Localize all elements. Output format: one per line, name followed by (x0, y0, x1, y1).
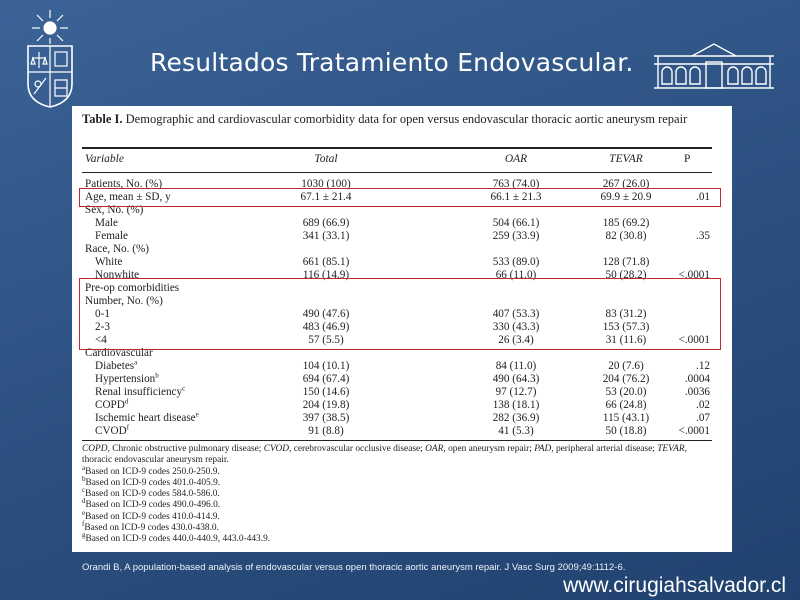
table-image-panel (72, 106, 732, 552)
row-label: <4 (95, 334, 107, 346)
oar-cell: 66.1 ± 21.3 (490, 191, 542, 203)
table-caption-text: Demographic and cardiovascular comorbidity data for open versus endovascular thoracic aortic aneurysm repair (125, 112, 688, 126)
tevar-cell: 20 (7.6) (608, 360, 644, 372)
abbr-term: OAR (425, 444, 444, 454)
row-label-text: Hypertension (95, 373, 156, 385)
table-row (72, 412, 732, 425)
row-label: Sex, No. (%) (85, 204, 144, 216)
oar-cell: 490 (64.3) (492, 373, 540, 385)
table-row (72, 360, 732, 373)
table-row (72, 386, 732, 399)
p-cell: .07 (696, 412, 710, 424)
table-row (72, 230, 732, 243)
total-cell: 1030 (100) (301, 178, 351, 190)
total-cell: 661 (85.1) (302, 256, 350, 268)
total-cell: 91 (8.8) (308, 425, 344, 437)
university-crest-logo (24, 8, 76, 108)
abbreviations-note (82, 444, 714, 467)
footnote-marker: e (82, 508, 86, 517)
tevar-cell: 128 (71.8) (602, 256, 650, 268)
total-cell: 483 (46.9) (302, 321, 350, 333)
oar-cell: 504 (66.1) (492, 217, 540, 229)
footnote-marker: a (82, 463, 86, 472)
oar-cell: 138 (18.1) (492, 399, 540, 411)
total-cell: 490 (47.6) (302, 308, 350, 320)
table-caption (82, 112, 714, 127)
row-label (95, 386, 185, 399)
p-cell: .12 (696, 360, 710, 372)
p-cell: .35 (696, 230, 710, 242)
header-tevar: TEVAR (609, 153, 643, 165)
abbr-term: PAD (534, 444, 552, 454)
footnote-marker: d (124, 397, 129, 406)
row-label-text: Ischemic heart disease (95, 412, 196, 424)
oar-cell: 26 (3.4) (498, 334, 534, 346)
table-top-rule (82, 147, 712, 149)
p-cell: <.0001 (678, 334, 710, 346)
oar-cell: 97 (12.7) (495, 386, 537, 398)
p-cell: .0004 (684, 373, 710, 385)
oar-cell: 282 (36.9) (492, 412, 540, 424)
tevar-cell: 82 (30.8) (605, 230, 647, 242)
footnote-marker: f (126, 423, 130, 432)
total-cell: 397 (38.5) (302, 412, 350, 424)
slide-title: Resultados Tratamiento Endovascular. (150, 48, 634, 77)
abbr-term: TEVAR (657, 444, 685, 454)
abbr-def: , cerebrovascular occlusive disease; (289, 444, 426, 454)
p-cell: <.0001 (678, 425, 710, 437)
tevar-cell: 53 (20.0) (605, 386, 647, 398)
tevar-cell: 50 (28.2) (605, 269, 647, 281)
tevar-cell: 267 (26.0) (602, 178, 650, 190)
p-cell: .0036 (684, 386, 710, 398)
table-row (72, 243, 732, 256)
tevar-cell: 31 (11.6) (605, 334, 647, 346)
abbr-term: COPD (82, 444, 108, 454)
oar-cell: 84 (11.0) (495, 360, 537, 372)
total-cell: 204 (19.8) (302, 399, 350, 411)
table-row (72, 217, 732, 230)
row-label-text: COPD (95, 399, 125, 411)
source-citation: Orandi B, A population-based analysis of endovascular versus open thoracic aortic aneurysm repair. J Vasc Surg 2009;49:1112-6. (82, 562, 626, 573)
row-label: 0-1 (95, 308, 110, 320)
footnote-marker: f (82, 519, 85, 528)
oar-cell: 407 (53.3) (492, 308, 540, 320)
total-cell: 67.1 ± 21.4 (300, 191, 352, 203)
row-label: Male (95, 217, 118, 229)
row-label: Cardiovascular (85, 347, 153, 359)
tevar-cell: 83 (31.2) (605, 308, 647, 320)
footnote-text: Based on ICD-9 codes 410.0-414.9. (85, 511, 220, 522)
abbr-def: , open aneurysm repair; (443, 444, 535, 454)
footnote-text: Based on ICD-9 codes 401.0-405.9. (85, 477, 221, 488)
abbr-def: , Chronic obstructive pulmonary disease; (107, 444, 264, 454)
oar-cell: 330 (43.3) (492, 321, 540, 333)
footnote (82, 463, 714, 478)
age-highlight-box (79, 188, 721, 207)
abbr-def: , peripheral arterial disease; (551, 444, 658, 454)
row-label (95, 360, 137, 373)
tevar-cell: 204 (76.2) (602, 373, 650, 385)
row-label: Race, No. (%) (85, 243, 149, 255)
row-label: 2-3 (95, 321, 110, 333)
abbr-def: , thoracic endovascular aneurysm repair. (82, 444, 687, 466)
total-cell: 150 (14.6) (302, 386, 350, 398)
tevar-cell: 50 (18.8) (605, 425, 647, 437)
footnote (82, 486, 714, 500)
row-label: Patients, No. (%) (85, 178, 163, 190)
header-oar: OAR (504, 153, 528, 165)
total-cell: 116 (14.9) (302, 269, 350, 281)
row-label (95, 399, 128, 412)
footnote-marker: e (195, 410, 199, 419)
total-cell: 57 (5.5) (308, 334, 344, 346)
p-cell: .01 (696, 191, 710, 203)
row-label: Number, No. (%) (85, 295, 163, 307)
row-label: Age, mean ± SD, y (85, 191, 171, 203)
table-bottom-rule (82, 440, 712, 441)
p-cell: <.0001 (678, 269, 710, 281)
table-row (72, 373, 732, 386)
footnote-text: Based on ICD-9 codes 250.0-250.9. (85, 466, 220, 477)
total-cell: 689 (66.9) (302, 217, 350, 229)
table-header-rule (82, 172, 712, 173)
oar-cell: 66 (11.0) (495, 269, 537, 281)
tevar-cell: 153 (57.3) (602, 321, 650, 333)
table-row (72, 399, 732, 412)
oar-cell: 259 (33.9) (492, 230, 540, 242)
tevar-cell: 66 (24.8) (605, 399, 647, 411)
total-cell: 104 (10.1) (302, 360, 350, 372)
oar-cell: 41 (5.3) (498, 425, 534, 437)
footnote-marker: c (182, 384, 186, 393)
footnote-marker: b (155, 371, 159, 380)
row-label: White (95, 256, 123, 268)
footnote-marker: g (82, 531, 86, 540)
tevar-cell: 69.9 ± 20.9 (600, 191, 652, 203)
website-url: www.cirugiahsalvador.cl (563, 574, 786, 597)
header-p: P (684, 153, 691, 165)
abbr-term: CVOD (263, 444, 289, 454)
table-label: Table I. (82, 112, 123, 126)
p-cell: .02 (696, 399, 710, 411)
footnote-text: Based on ICD-9 codes 584.0-586.0. (85, 489, 220, 500)
row-label: Pre-op comorbidities (85, 282, 180, 294)
footnote (82, 497, 714, 511)
total-cell: 694 (67.4) (302, 373, 350, 385)
footnote (82, 508, 714, 523)
tevar-cell: 115 (43.1) (602, 412, 650, 424)
footnote (82, 531, 714, 545)
total-cell: 341 (33.1) (302, 230, 350, 242)
row-label (95, 373, 159, 386)
header-variable: Variable (85, 153, 124, 165)
row-label-text: Diabetes (95, 360, 135, 372)
footnote-marker: b (82, 474, 86, 483)
header-total: Total (314, 153, 338, 165)
table-row (72, 256, 732, 269)
row-label-text: CVOD (95, 425, 127, 437)
footnote-text: Based on ICD-9 codes 490.0-496.0. (85, 500, 221, 511)
row-label: Female (95, 230, 128, 242)
row-label-text: Renal insufficiency (95, 386, 183, 398)
oar-cell: 533 (89.0) (492, 256, 540, 268)
footnote (82, 519, 714, 534)
tevar-cell: 185 (69.2) (602, 217, 650, 229)
hospital-building-logo (652, 40, 776, 92)
footnote-text: Based on ICD-9 codes 440.0-440.9, 443.0-443.9. (85, 534, 271, 545)
footnote (82, 474, 714, 489)
footnote-text: Based on ICD-9 codes 430.0-438.0. (84, 523, 219, 534)
footnote-marker: d (82, 497, 86, 506)
footnote-marker: a (134, 358, 138, 367)
oar-cell: 763 (74.0) (492, 178, 540, 190)
row-label (95, 412, 199, 425)
row-label: Nonwhite (95, 269, 140, 281)
comorbidities-highlight-box (79, 278, 721, 350)
row-label (95, 425, 129, 438)
table-notes (82, 444, 714, 546)
footnote-marker: c (82, 486, 86, 495)
table-row (72, 425, 732, 438)
